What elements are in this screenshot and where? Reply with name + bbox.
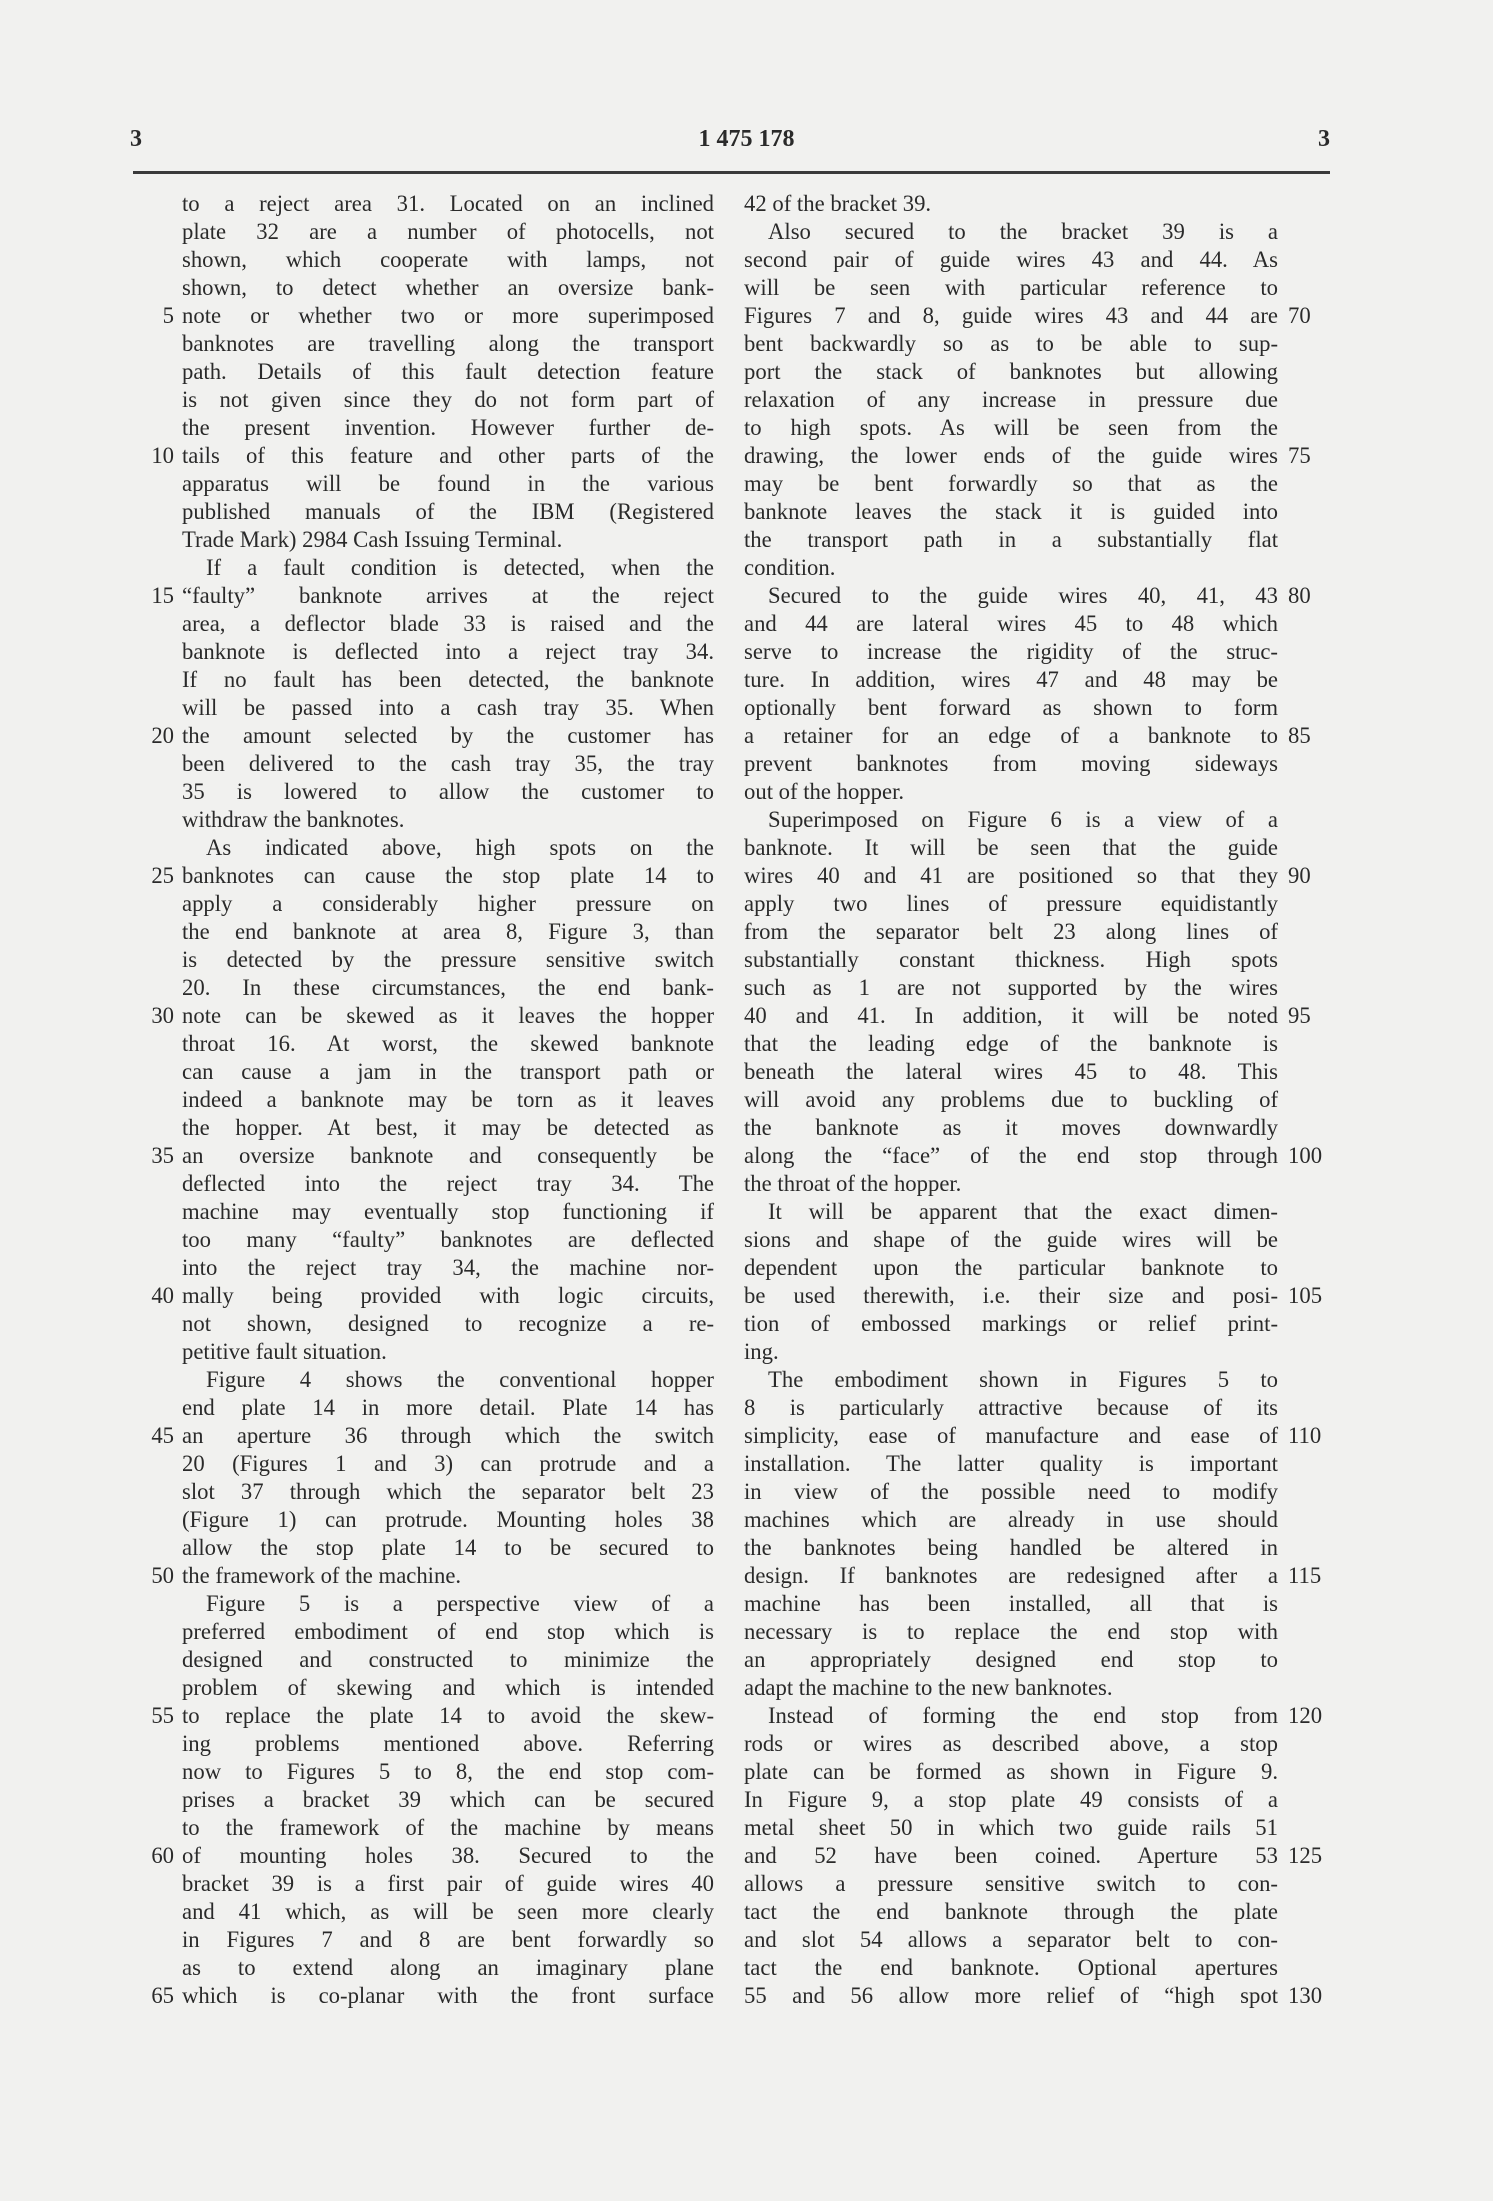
margin-line-number: 80 — [1288, 583, 1311, 608]
text-line: prises a bracket 39 which can be secured — [182, 1787, 714, 1812]
text-line: will be seen with particular reference to — [744, 275, 1278, 300]
text-line: may be bent forwardly so that as the — [744, 471, 1278, 496]
text-line: The embodiment shown in Figures 5 to — [768, 1367, 1278, 1392]
text-line: banknote. It will be seen that the guide — [744, 835, 1278, 860]
text-line: published manuals of the IBM (Registered — [182, 499, 714, 524]
text-line: drawing, the lower ends of the guide wires — [744, 443, 1278, 468]
left-text-column — [182, 190, 714, 2010]
text-line: and slot 54 allows a separator belt to con- — [744, 1927, 1278, 1952]
text-line: to replace the plate 14 to avoid the skew- — [182, 1703, 714, 1728]
text-line: If no fault has been detected, the banknote — [182, 667, 714, 692]
margin-line-number: 65 — [151, 1983, 174, 2008]
text-line: 42 of the bracket 39. — [744, 191, 932, 216]
text-line: petitive fault situation. — [182, 1339, 387, 1364]
text-line: It will be apparent that the exact dimen- — [768, 1199, 1278, 1224]
text-line: allows a pressure sensitive switch to con- — [744, 1871, 1278, 1896]
text-line: machine may eventually stop functioning if — [182, 1199, 714, 1224]
text-line: Figures 7 and 8, guide wires 43 and 44 are — [744, 303, 1278, 328]
text-line: plate 32 are a number of photocells, not — [182, 219, 714, 244]
text-line: Also secured to the bracket 39 is a — [768, 219, 1278, 244]
text-line: relaxation of any increase in pressure due — [744, 387, 1278, 412]
text-line: be used therewith, i.e. their size and posi- — [744, 1283, 1278, 1308]
text-line: is detected by the pressure sensitive switch — [182, 947, 714, 972]
text-line: second pair of guide wires 43 and 44. As — [744, 247, 1278, 272]
margin-line-number: 25 — [151, 863, 174, 888]
text-line: from the separator belt 23 along lines of — [744, 919, 1278, 944]
text-line: the hopper. At best, it may be detected as — [182, 1115, 714, 1140]
margin-line-number: 45 — [151, 1423, 174, 1448]
text-line: area, a deflector blade 33 is raised and the — [182, 611, 714, 636]
text-line: 8 is particularly attractive because of its — [744, 1395, 1278, 1420]
text-line: shown, which cooperate with lamps, not — [182, 247, 714, 272]
text-line: Secured to the guide wires 40, 41, 43 — [768, 583, 1278, 608]
text-line: into the reject tray 34, the machine nor- — [182, 1255, 714, 1280]
text-line: the throat of the hopper. — [744, 1171, 962, 1196]
text-line: such as 1 are not supported by the wires — [744, 975, 1278, 1000]
text-line: allow the stop plate 14 to be secured to — [182, 1535, 714, 1560]
margin-line-number: 75 — [1288, 443, 1311, 468]
margin-line-number: 55 — [151, 1703, 174, 1728]
text-line: been delivered to the cash tray 35, the tray — [182, 751, 714, 776]
margin-line-number: 40 — [151, 1283, 174, 1308]
text-line: which is co-planar with the front surface — [182, 1983, 714, 2008]
page-number-right: 3 — [1318, 126, 1330, 152]
text-line: serve to increase the rigidity of the struc- — [744, 639, 1278, 664]
text-line: an oversize banknote and consequently be — [182, 1143, 714, 1168]
text-line: sions and shape of the guide wires will be — [744, 1227, 1278, 1252]
text-line: in view of the possible need to modify — [744, 1479, 1278, 1504]
text-line: rods or wires as described above, a stop — [744, 1731, 1278, 1756]
text-line: and 44 are lateral wires 45 to 48 which — [744, 611, 1278, 636]
text-line: an aperture 36 through which the switch — [182, 1423, 714, 1448]
text-line: Instead of forming the end stop from — [768, 1703, 1278, 1728]
text-line: throat 16. At worst, the skewed banknote — [182, 1031, 714, 1056]
text-line: bracket 39 is a first pair of guide wires 40 — [182, 1871, 714, 1896]
text-line: apply a considerably higher pressure on — [182, 891, 714, 916]
text-line: note can be skewed as it leaves the hopper — [182, 1003, 714, 1028]
text-line: to high spots. As will be seen from the — [744, 415, 1278, 440]
margin-line-number: 110 — [1288, 1423, 1322, 1448]
text-line: 35 is lowered to allow the customer to — [182, 779, 714, 804]
text-line: 55 and 56 allow more relief of “high spot — [744, 1983, 1278, 2008]
margin-line-number: 60 — [151, 1843, 174, 1868]
text-line: Figure 5 is a perspective view of a — [206, 1591, 714, 1616]
margin-line-number: 95 — [1288, 1003, 1311, 1028]
text-line: problem of skewing and which is intended — [182, 1675, 714, 1700]
text-line: in Figures 7 and 8 are bent forwardly so — [182, 1927, 714, 1952]
text-line: now to Figures 5 to 8, the end stop com- — [182, 1759, 714, 1784]
text-line: the amount selected by the customer has — [182, 723, 714, 748]
right-text-column — [744, 190, 1278, 2010]
text-line: Figure 4 shows the conventional hopper — [206, 1367, 714, 1392]
text-line: machine has been installed, all that is — [744, 1591, 1278, 1616]
margin-line-number: 20 — [151, 723, 174, 748]
text-line: end plate 14 in more detail. Plate 14 has — [182, 1395, 714, 1420]
text-line: deflected into the reject tray 34. The — [182, 1171, 714, 1196]
text-line: not shown, designed to recognize a re- — [182, 1311, 714, 1336]
text-line: will avoid any problems due to buckling of — [744, 1087, 1278, 1112]
page-header — [0, 126, 1493, 170]
text-line: ing. — [744, 1339, 779, 1364]
text-line: a retainer for an edge of a banknote to — [744, 723, 1278, 748]
text-line: the present invention. However further de- — [182, 415, 714, 440]
text-line: 40 and 41. In addition, it will be noted — [744, 1003, 1278, 1028]
text-line: adapt the machine to the new banknotes. — [744, 1675, 1113, 1700]
page-number-left: 3 — [130, 126, 142, 152]
text-line: mally being provided with logic circuits, — [182, 1283, 714, 1308]
text-line: (Figure 1) can protrude. Mounting holes 38 — [182, 1507, 714, 1532]
text-line: port the stack of banknotes but allowing — [744, 359, 1278, 384]
text-line: is not given since they do not form part of — [182, 387, 714, 412]
text-line: apparatus will be found in the various — [182, 471, 714, 496]
margin-line-number: 5 — [162, 303, 174, 328]
margin-line-number: 100 — [1288, 1143, 1323, 1168]
text-line: “faulty” banknote arrives at the reject — [182, 583, 714, 608]
text-line: optionally bent forward as shown to form — [744, 695, 1278, 720]
text-line: design. If banknotes are redesigned after a — [744, 1563, 1278, 1588]
text-line: As indicated above, high spots on the — [206, 835, 714, 860]
text-line: path. Details of this fault detection feature — [182, 359, 714, 384]
text-line: that the leading edge of the banknote is — [744, 1031, 1278, 1056]
text-line: ing problems mentioned above. Referring — [182, 1731, 714, 1756]
text-line: can cause a jam in the transport path or — [182, 1059, 714, 1084]
text-line: installation. The latter quality is important — [744, 1451, 1278, 1476]
header-rule — [133, 171, 1330, 174]
text-line: metal sheet 50 in which two guide rails 51 — [744, 1815, 1278, 1840]
text-line: tact the end banknote through the plate — [744, 1899, 1278, 1924]
text-line: out of the hopper. — [744, 779, 905, 804]
text-line: will be passed into a cash tray 35. When — [182, 695, 714, 720]
margin-line-number: 125 — [1288, 1843, 1323, 1868]
text-line: withdraw the banknotes. — [182, 807, 405, 832]
margin-line-number: 30 — [151, 1003, 174, 1028]
text-line: machines which are already in use should — [744, 1507, 1278, 1532]
patent-number: 1 475 178 — [698, 126, 795, 152]
text-line: an appropriately designed end stop to — [744, 1647, 1278, 1672]
text-line: the banknotes being handled be altered in — [744, 1535, 1278, 1560]
text-line: and 41 which, as will be seen more clearly — [182, 1899, 714, 1924]
text-line: simplicity, ease of manufacture and ease of — [744, 1423, 1278, 1448]
text-line: shown, to detect whether an oversize bank- — [182, 275, 714, 300]
text-line: prevent banknotes from moving sideways — [744, 751, 1278, 776]
text-line: 20 (Figures 1 and 3) can protrude and a — [182, 1451, 714, 1476]
text-line: banknotes can cause the stop plate 14 to — [182, 863, 714, 888]
margin-line-number: 120 — [1288, 1703, 1323, 1728]
text-line: bent backwardly so as to be able to sup- — [744, 331, 1278, 356]
text-line: dependent upon the particular banknote to — [744, 1255, 1278, 1280]
text-line: to a reject area 31. Located on an inclined — [182, 191, 714, 216]
margin-line-number: 105 — [1288, 1283, 1323, 1308]
text-line: necessary is to replace the end stop with — [744, 1619, 1278, 1644]
text-line: Trade Mark) 2984 Cash Issuing Terminal. — [182, 527, 563, 552]
text-line: Superimposed on Figure 6 is a view of a — [768, 807, 1278, 832]
text-line: In Figure 9, a stop plate 49 consists of a — [744, 1787, 1278, 1812]
text-line: the framework of the machine. — [182, 1563, 462, 1588]
text-line: note or whether two or more superimposed — [182, 303, 714, 328]
margin-line-number: 115 — [1288, 1563, 1322, 1588]
text-line: 20. In these circumstances, the end bank- — [182, 975, 714, 1000]
text-line: substantially constant thickness. High spots — [744, 947, 1278, 972]
text-line: the transport path in a substantially flat — [744, 527, 1278, 552]
margin-line-number: 130 — [1288, 1983, 1323, 2008]
text-line: ture. In addition, wires 47 and 48 may be — [744, 667, 1278, 692]
text-line: apply two lines of pressure equidistantly — [744, 891, 1278, 916]
margin-line-number: 90 — [1288, 863, 1311, 888]
text-line: of mounting holes 38. Secured to the — [182, 1843, 714, 1868]
text-line: tact the end banknote. Optional apertures — [744, 1955, 1278, 1980]
text-line: If a fault condition is detected, when the — [206, 555, 714, 580]
text-line: beneath the lateral wires 45 to 48. This — [744, 1059, 1278, 1084]
text-line: condition. — [744, 555, 836, 580]
text-line: designed and constructed to minimize the — [182, 1647, 714, 1672]
text-line: banknote is deflected into a reject tray 34. — [182, 639, 714, 664]
text-line: tails of this feature and other parts of the — [182, 443, 714, 468]
text-line: the end banknote at area 8, Figure 3, than — [182, 919, 714, 944]
text-line: along the “face” of the end stop through — [744, 1143, 1278, 1168]
text-line: slot 37 through which the separator belt 23 — [182, 1479, 714, 1504]
margin-line-number: 10 — [151, 443, 174, 468]
text-line: banknotes are travelling along the transport — [182, 331, 714, 356]
text-line: tion of embossed markings or relief print- — [744, 1311, 1278, 1336]
margin-line-number: 35 — [151, 1143, 174, 1168]
text-line: too many “faulty” banknotes are deflected — [182, 1227, 714, 1252]
text-line: wires 40 and 41 are positioned so that they — [744, 863, 1278, 888]
text-line: preferred embodiment of end stop which is — [182, 1619, 714, 1644]
text-line: and 52 have been coined. Aperture 53 — [744, 1843, 1278, 1868]
text-line: plate can be formed as shown in Figure 9. — [744, 1759, 1278, 1784]
text-line: the banknote as it moves downwardly — [744, 1115, 1278, 1140]
text-line: indeed a banknote may be torn as it leaves — [182, 1087, 714, 1112]
margin-line-number: 15 — [151, 583, 174, 608]
margin-line-number: 70 — [1288, 303, 1311, 328]
margin-line-number: 50 — [151, 1563, 174, 1588]
margin-line-number: 85 — [1288, 723, 1311, 748]
text-line: to the framework of the machine by means — [182, 1815, 714, 1840]
text-line: as to extend along an imaginary plane — [182, 1955, 714, 1980]
text-line: banknote leaves the stack it is guided into — [744, 499, 1278, 524]
